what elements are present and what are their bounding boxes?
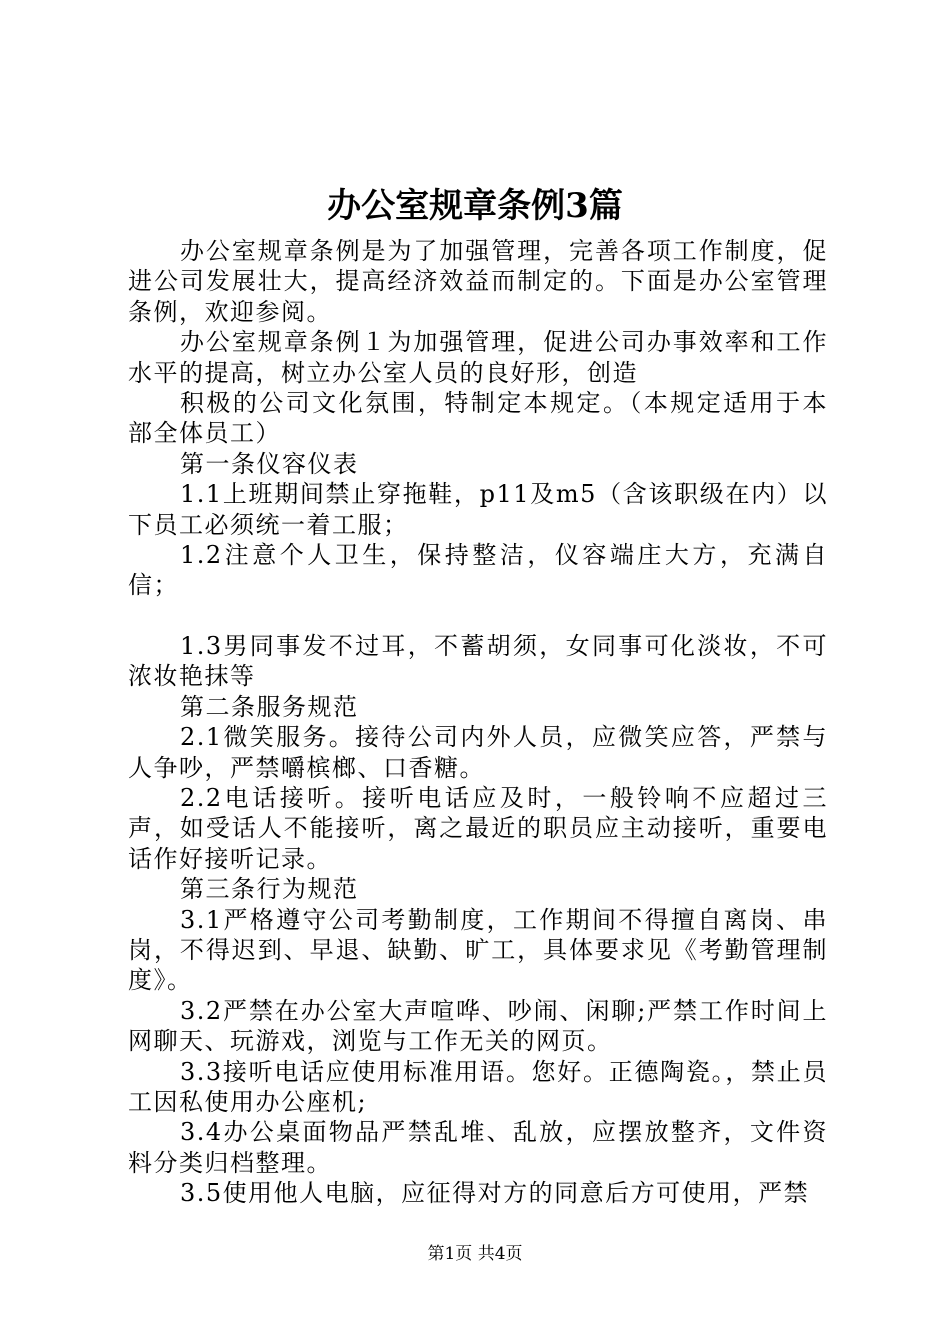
page-number-footer: 第1页 共4页 — [427, 1244, 523, 1264]
clause-3-5: 3.5使用他人电脑，应征得对方的同意后方可使用，严禁 — [180, 1179, 810, 1208]
blank-line — [128, 601, 828, 631]
section-heading-3: 第三条行为规范 — [180, 875, 359, 904]
document-body — [128, 236, 828, 1209]
clause-1-1: 1.1上班期间禁止穿拖鞋，p11及m5（含该职级在内）以下员工必须统一着工服； — [128, 480, 828, 539]
clause-3-4: 3.4办公桌面物品严禁乱堆、乱放，应摆放整齐，文件资料分类归档整理。 — [128, 1118, 828, 1177]
paragraph-regulation-1-intro: 办公室规章条例１为加强管理，促进公司办事效率和工作水平的提高，树立办公室人员的良好形，创造 — [128, 328, 828, 387]
clause-2-2: 2.2电话接听。接听电话应及时，一般铃响不应超过三声，如受话人不能接听，离之最近的职员应主动接听，重要电话作好接听记录。 — [128, 783, 828, 873]
clause-3-3: 3.3接听电话应使用标准用语。您好。正德陶瓷。，禁止员工因私使用办公座机; — [128, 1057, 828, 1116]
section-heading-1: 第一条仪容仪表 — [180, 449, 359, 478]
section-heading-2: 第二条服务规范 — [180, 692, 359, 721]
paragraph-intro: 办公室规章条例是为了加强管理，完善各项工作制度，促进公司发展壮大，提高经济效益而制定的。下面是办公室管理条例，欢迎参阅。 — [128, 237, 828, 326]
clause-2-1: 2.1微笑服务。接待公司内外人员，应微笑应答，严禁与人争吵，严禁嚼槟榔、口香糖。 — [128, 723, 828, 782]
document-title: 办公室规章条例3篇 — [327, 186, 623, 226]
clause-3-1: 3.1严格遵守公司考勤制度，工作期间不得擅自离岗、串岗，不得迟到、早退、缺勤、旷工，具体要求见《考勤管理制度》。 — [128, 905, 828, 995]
paragraph-scope: 积极的公司文化氛围，特制定本规定。（本规定适用于本部全体员工） — [128, 389, 828, 448]
clause-1-3: 1.3男同事发不过耳，不蓄胡须，女同事可化淡妆，不可浓妆艳抹等 — [128, 631, 828, 691]
clause-3-2: 3.2严禁在办公室大声喧哗、吵闹、闲聊;严禁工作时间上网聊天、玩游戏，浏览与工作无关的网页。 — [128, 996, 828, 1056]
clause-1-2: 1.2注意个人卫生，保持整洁，仪容端庄大方，充满自信； — [128, 541, 828, 600]
